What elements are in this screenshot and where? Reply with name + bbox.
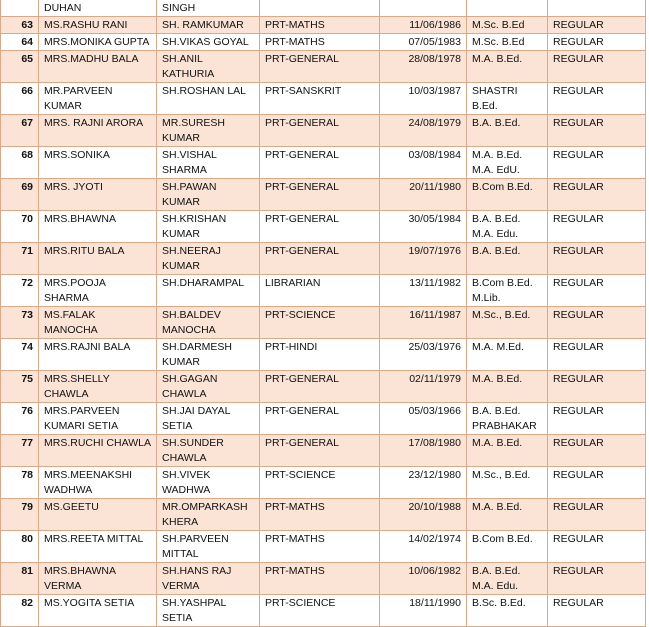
cell-name: MS.GEETU <box>39 499 157 531</box>
table-row <box>1 211 646 243</box>
cell-father-name: SH.DHARAMPAL <box>157 275 260 307</box>
cell-post: PRT-SCIENCE <box>260 307 380 339</box>
cell-qualification <box>467 0 548 17</box>
cell-father-name: SH.BALDEV MANOCHA <box>157 307 260 339</box>
cell-sno: 79 <box>1 499 39 531</box>
cell-father-name: SH.VISHAL SHARMA <box>157 147 260 179</box>
table-row <box>1 499 646 531</box>
cell-name: MR.PARVEEN KUMAR <box>39 83 157 115</box>
cell-status: REGULAR <box>548 211 646 243</box>
cell-sno: 76 <box>1 403 39 435</box>
cell-post: PRT-GENERAL <box>260 435 380 467</box>
cell-status: REGULAR <box>548 34 646 51</box>
cell-post: LIBRARIAN <box>260 275 380 307</box>
cell-qualification: M.A. B.Ed. M.A. EdU. <box>467 147 548 179</box>
cell-father-name: SH.GAGAN CHAWLA <box>157 371 260 403</box>
cell-post: PRT-GENERAL <box>260 179 380 211</box>
cell-status: REGULAR <box>548 51 646 83</box>
cell-status: REGULAR <box>548 17 646 34</box>
cell-father-name: MR.SURESH KUMAR <box>157 115 260 147</box>
cell-sno: 71 <box>1 243 39 275</box>
table-row <box>1 467 646 499</box>
cell-name: MRS.SHELLY CHAWLA <box>39 371 157 403</box>
cell-name: MRS.SONIKA <box>39 147 157 179</box>
table-row <box>1 51 646 83</box>
table-row <box>1 179 646 211</box>
cell-status: REGULAR <box>548 371 646 403</box>
cell-sno: 81 <box>1 563 39 595</box>
cell-sno: 74 <box>1 339 39 371</box>
cell-post: PRT-GENERAL <box>260 211 380 243</box>
cell-dob: 18/11/1990 <box>380 595 467 627</box>
cell-name: MRS.PARVEEN KUMARI SETIA <box>39 403 157 435</box>
table-row <box>1 435 646 467</box>
cell-status: REGULAR <box>548 115 646 147</box>
cell-sno: 75 <box>1 371 39 403</box>
cell-sno: 63 <box>1 17 39 34</box>
cell-post: PRT-GENERAL <box>260 115 380 147</box>
table-row <box>1 563 646 595</box>
cell-post: PRT-MATHS <box>260 531 380 563</box>
cell-dob: 14/02/1974 <box>380 531 467 563</box>
cell-name: MRS.POOJA SHARMA <box>39 275 157 307</box>
cell-qualification: B.A. B.Ed. M.A. Edu. <box>467 563 548 595</box>
cell-status: REGULAR <box>548 467 646 499</box>
cell-dob: 13/11/1982 <box>380 275 467 307</box>
cell-qualification: B.A. B.Ed. M.A. Edu. <box>467 211 548 243</box>
table-row-partial <box>1 0 646 17</box>
cell-name: MRS.MADHU BALA <box>39 51 157 83</box>
cell-father-name: SH.VIKAS GOYAL <box>157 34 260 51</box>
cell-name: MS.FALAK MANOCHA <box>39 307 157 339</box>
cell-name: DUHAN <box>39 0 157 17</box>
cell-sno <box>1 0 39 17</box>
table-row <box>1 115 646 147</box>
table-row <box>1 339 646 371</box>
table-row <box>1 595 646 627</box>
cell-post: PRT-MATHS <box>260 563 380 595</box>
cell-father-name: SH.PARVEEN MITTAL <box>157 531 260 563</box>
cell-dob: 25/03/1976 <box>380 339 467 371</box>
cell-father-name: SH.ROSHAN LAL <box>157 83 260 115</box>
cell-qualification: M.Sc., B.Ed. <box>467 467 548 499</box>
cell-father-name: SH.DARMESH KUMAR <box>157 339 260 371</box>
cell-post: PRT-GENERAL <box>260 51 380 83</box>
table-row <box>1 147 646 179</box>
cell-qualification: B.Com B.Ed. M.Lib. <box>467 275 548 307</box>
table-row <box>1 531 646 563</box>
cell-name: MRS.MEENAKSHI WADHWA <box>39 467 157 499</box>
cell-father-name: SH.NEERAJ KUMAR <box>157 243 260 275</box>
cell-dob: 19/07/1976 <box>380 243 467 275</box>
cell-status: REGULAR <box>548 595 646 627</box>
cell-status: REGULAR <box>548 499 646 531</box>
table-row <box>1 17 646 34</box>
cell-father-name: MR.OMPARKASH KHERA <box>157 499 260 531</box>
cell-name: MRS.MONIKA GUPTA <box>39 34 157 51</box>
cell-name: MRS.RAJNI BALA <box>39 339 157 371</box>
table-row <box>1 243 646 275</box>
cell-name: MRS.RITU BALA <box>39 243 157 275</box>
table-row <box>1 403 646 435</box>
staff-table-body <box>1 0 646 627</box>
cell-post: PRT-GENERAL <box>260 403 380 435</box>
cell-sno: 68 <box>1 147 39 179</box>
table-row <box>1 34 646 51</box>
cell-qualification: M.A. B.Ed. <box>467 499 548 531</box>
cell-sno: 66 <box>1 83 39 115</box>
cell-post <box>260 0 380 17</box>
cell-qualification: M.Sc., B.Ed. <box>467 307 548 339</box>
cell-dob: 11/06/1986 <box>380 17 467 34</box>
cell-sno: 78 <box>1 467 39 499</box>
cell-post: PRT-GENERAL <box>260 147 380 179</box>
cell-qualification: B.A. B.Ed. <box>467 243 548 275</box>
cell-dob: 23/12/1980 <box>380 467 467 499</box>
cell-sno: 80 <box>1 531 39 563</box>
cell-post: PRT-SANSKRIT <box>260 83 380 115</box>
cell-status: REGULAR <box>548 435 646 467</box>
cell-sno: 70 <box>1 211 39 243</box>
table-row <box>1 371 646 403</box>
cell-name: MRS.BHAWNA <box>39 211 157 243</box>
cell-dob: 28/08/1978 <box>380 51 467 83</box>
cell-father-name: SH.PAWAN KUMAR <box>157 179 260 211</box>
cell-qualification: B.Sc. B.Ed. <box>467 595 548 627</box>
cell-name: MRS. RAJNI ARORA <box>39 115 157 147</box>
cell-name: MRS. JYOTI <box>39 179 157 211</box>
cell-qualification: M.A. B.Ed. <box>467 51 548 83</box>
cell-status: REGULAR <box>548 339 646 371</box>
cell-status: REGULAR <box>548 563 646 595</box>
cell-sno: 77 <box>1 435 39 467</box>
cell-dob: 30/05/1984 <box>380 211 467 243</box>
cell-name: MS.YOGITA SETIA <box>39 595 157 627</box>
cell-sno: 64 <box>1 34 39 51</box>
cell-father-name: SH.YASHPAL SETIA <box>157 595 260 627</box>
cell-dob: 10/03/1987 <box>380 83 467 115</box>
cell-father-name: SH.KRISHAN KUMAR <box>157 211 260 243</box>
cell-sno: 82 <box>1 595 39 627</box>
table-row <box>1 275 646 307</box>
cell-father-name: SH. RAMKUMAR <box>157 17 260 34</box>
cell-dob: 03/08/1984 <box>380 147 467 179</box>
cell-dob: 24/08/1979 <box>380 115 467 147</box>
cell-status: REGULAR <box>548 307 646 339</box>
cell-qualification: M.A. B.Ed. <box>467 371 548 403</box>
cell-post: PRT-GENERAL <box>260 243 380 275</box>
cell-post: PRT-MATHS <box>260 17 380 34</box>
cell-father-name: SH.ANIL KATHURIA <box>157 51 260 83</box>
cell-sno: 72 <box>1 275 39 307</box>
cell-name: MRS.BHAWNA VERMA <box>39 563 157 595</box>
table-row <box>1 83 646 115</box>
cell-dob: 07/05/1983 <box>380 34 467 51</box>
cell-qualification: SHASTRI B.Ed. <box>467 83 548 115</box>
cell-father-name: SH.VIVEK WADHWA <box>157 467 260 499</box>
cell-dob: 10/06/1982 <box>380 563 467 595</box>
table-row <box>1 307 646 339</box>
cell-sno: 73 <box>1 307 39 339</box>
cell-qualification: B.Com B.Ed. <box>467 179 548 211</box>
cell-status: REGULAR <box>548 147 646 179</box>
cell-qualification: B.A. B.Ed. <box>467 115 548 147</box>
cell-sno: 69 <box>1 179 39 211</box>
cell-status: REGULAR <box>548 243 646 275</box>
cell-name: MRS.REETA MITTAL <box>39 531 157 563</box>
cell-qualification: M.Sc. B.Ed <box>467 17 548 34</box>
cell-qualification: M.Sc. B.Ed <box>467 34 548 51</box>
cell-status: REGULAR <box>548 403 646 435</box>
cell-dob: 17/08/1980 <box>380 435 467 467</box>
cell-father-name: SH.SUNDER CHAWLA <box>157 435 260 467</box>
cell-status: REGULAR <box>548 179 646 211</box>
cell-dob <box>380 0 467 17</box>
cell-father-name: SH.HANS RAJ VERMA <box>157 563 260 595</box>
cell-dob: 20/10/1988 <box>380 499 467 531</box>
cell-status: REGULAR <box>548 275 646 307</box>
cell-post: PRT-GENERAL <box>260 371 380 403</box>
cell-post: PRT-MATHS <box>260 499 380 531</box>
cell-name: MRS.RUCHI CHAWLA <box>39 435 157 467</box>
cell-qualification: B.A. B.Ed. PRABHAKAR <box>467 403 548 435</box>
cell-father-name: SINGH <box>157 0 260 17</box>
cell-dob: 20/11/1980 <box>380 179 467 211</box>
cell-status <box>548 0 646 17</box>
cell-post: PRT-SCIENCE <box>260 467 380 499</box>
cell-post: PRT-MATHS <box>260 34 380 51</box>
cell-post: PRT-HINDI <box>260 339 380 371</box>
cell-status: REGULAR <box>548 531 646 563</box>
cell-name: MS.RASHU RANI <box>39 17 157 34</box>
cell-dob: 02/11/1979 <box>380 371 467 403</box>
cell-status: REGULAR <box>548 83 646 115</box>
cell-qualification: M.A. M.Ed. <box>467 339 548 371</box>
cell-qualification: B.Com B.Ed. <box>467 531 548 563</box>
cell-post: PRT-SCIENCE <box>260 595 380 627</box>
cell-dob: 05/03/1966 <box>380 403 467 435</box>
cell-sno: 65 <box>1 51 39 83</box>
cell-sno: 67 <box>1 115 39 147</box>
cell-qualification: M.A. B.Ed. <box>467 435 548 467</box>
cell-father-name: SH.JAI DAYAL SETIA <box>157 403 260 435</box>
cell-dob: 16/11/1987 <box>380 307 467 339</box>
